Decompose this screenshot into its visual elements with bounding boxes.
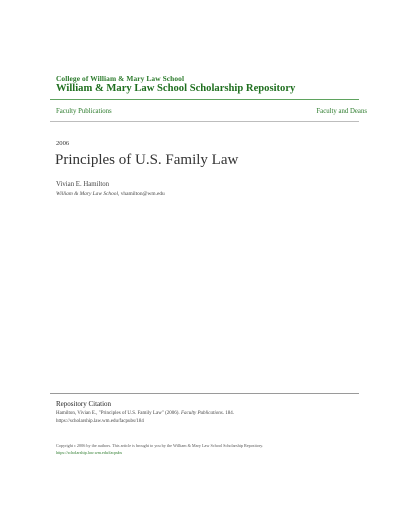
repository-link[interactable]: https://scholarship.law.wm.edu/facpubs: [56, 450, 123, 455]
citation-text: [56, 410, 346, 426]
citation-divider: [50, 393, 359, 394]
citation-text-post: . 184.: [222, 411, 234, 416]
author-name: Vivian E. Hamilton: [56, 181, 110, 188]
citation-heading: Repository Citation: [56, 400, 112, 408]
faculty-and-deans-link[interactable]: Faculty and Deans: [316, 108, 367, 115]
institution-name[interactable]: College of William & Mary Law School: [56, 74, 185, 83]
affiliation-email[interactable]: , vhamilton@wm.edu: [118, 191, 165, 197]
affiliation-school: William & Mary Law School: [56, 191, 118, 197]
faculty-publications-link[interactable]: Faculty Publications: [56, 108, 112, 115]
citation-text-pre: Hamilton, Vivian E., "Principles of U.S. Family Law" (2006).: [56, 411, 181, 416]
header-divider: [50, 99, 359, 100]
article-title: Principles of U.S. Family Law: [55, 152, 239, 168]
publication-year: 2006: [56, 140, 70, 147]
nav-divider: [50, 121, 359, 122]
author-affiliation: [56, 191, 165, 197]
citation-series: Faculty Publications: [180, 411, 223, 416]
copyright-notice: Copyright c 2006 by the authors. This article is brought to you by the William & Mary Law School Scholarship Repository.: [56, 443, 264, 448]
repository-name[interactable]: William & Mary Law School Scholarship Repository: [56, 83, 296, 94]
citation-url[interactable]: https://scholarship.law.wm.edu/facpubs/184: [56, 418, 144, 424]
